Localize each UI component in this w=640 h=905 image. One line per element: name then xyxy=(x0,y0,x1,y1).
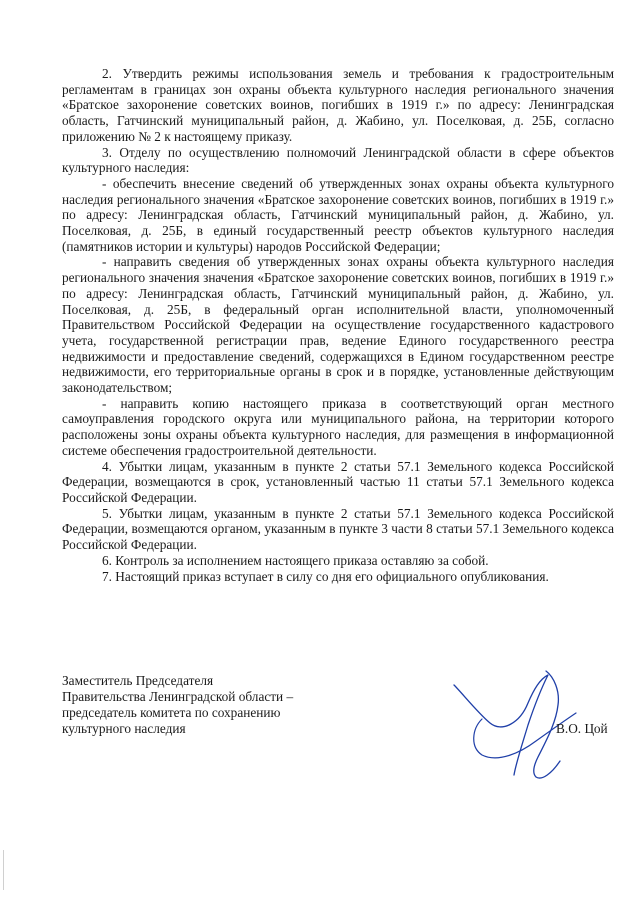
signer-name: В.О. Цой xyxy=(556,721,608,736)
signature-stroke xyxy=(454,675,548,775)
paragraph-3-item-2: - направить сведения об утвержденных зонах охраны объекта культурного наследия регионального значения значения «Братское захоронение советских воинов, погибших в 1919 г.» по адресу: Ленинградская область, Гатчинский муниципальный район, д. Жабино, ул. Поселковая, д. 25Б, в федеральный орган исполнительной власти, уполномоченный Правительством Российской Федерации на осуществление государственного кадастрового учета, государственной регистрации прав, ведение Единого государственного реестра недвижимости и предоставление сведений, содержащихся в Едином государственном реестре недвижимости, его территориальные органы в срок и в порядке, установленные действующим законодательством; xyxy=(62,254,614,396)
paragraph-3-item-3: - направить копию настоящего приказа в соответствующий орган местного самоуправления городского округа или муниципального района, на территории которого расположены зоны охраны объекта культурного наследия, для размещения в информационной системе обеспечения градостроительной деятельности. xyxy=(62,395,614,458)
paragraph-2: 2. Утвердить режимы использования земель и требования к градостроительным регламентам в границах зон охраны объекта культурного наследия регионального значения «Братское захоронение советских воинов, погибших в 1919 г.» по адресу: Ленинградская область, Гатчинский муниципальный район, д. Жабино, ул. Поселковая, д. 25Б, согласно приложению № 2 к настоящему приказу. xyxy=(62,66,614,144)
paragraph-4: 4. Убытки лицам, указанным в пункте 2 статьи 57.1 Земельного кодекса Российской Федерации, возмещаются в срок, установленный частью 11 статьи 57.1 Земельного кодекса Российской Федерации. xyxy=(62,458,614,505)
signer-title-line: Правительства Ленинградской области – xyxy=(62,689,294,704)
signature-block xyxy=(62,673,622,793)
signer-title-line: культурного наследия xyxy=(62,721,186,736)
paragraph-3: 3. Отделу по осуществлению полномочий Ленинградской области в сфере объектов культурного наследия: xyxy=(62,144,614,176)
order-body xyxy=(62,66,614,584)
scan-edge-mark xyxy=(3,850,4,890)
paragraph-3-item-1: - обеспечить внесение сведений об утвержденных зонах охраны объекта культурного наследия регионального значения «Братское захоронение советских воинов, погибших в 1919 г.» по адресу: Ленинградская область, Гатчинский муниципальный район, д. Жабино, ул. Поселковая, д. 25Б, в единый государственный реестр объектов культурного наследия (памятников истории и культуры) народов Российской Федерации; xyxy=(62,175,614,254)
signer-title-line: Заместитель Председателя xyxy=(62,673,214,688)
signer-title-line: председатель комитета по сохранению xyxy=(62,705,281,720)
paragraph-7: 7. Настоящий приказ вступает в силу со дня его официального опубликования. xyxy=(102,568,549,584)
paragraph-5: 5. Убытки лицам, указанным в пункте 2 статьи 57.1 Земельного кодекса Российской Федерации, возмещаются органом, указанным в пункте 3 части 8 статьи 57.1 Земельного кодекса Российской Федерации. xyxy=(62,505,614,553)
paragraph-6: 6. Контроль за исполнением настоящего приказа оставляю за собой. xyxy=(102,552,489,568)
